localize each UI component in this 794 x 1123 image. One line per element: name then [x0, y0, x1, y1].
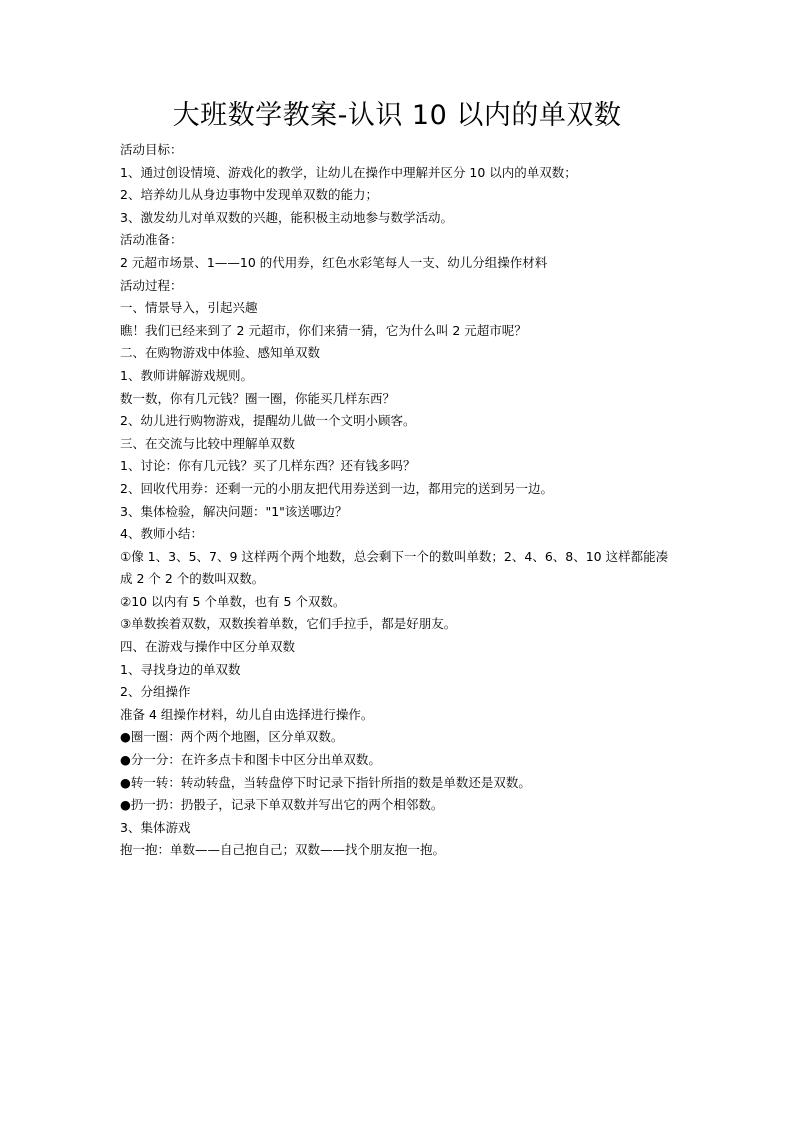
paragraph-line: 1、通过创设情境、游戏化的教学，让幼儿在操作中理解并区分 10 以内的单双数； — [120, 164, 577, 180]
document-title: 大班数学教案-认识 10 以内的单双数 — [172, 100, 622, 131]
document-body — [120, 139, 690, 862]
paragraph-line: 2、回收代用券：还剩一元的小朋友把代用券送到一边，都用完的送到另一边。 — [120, 480, 553, 496]
paragraph-line: 1、寻找身边的单双数 — [120, 661, 241, 677]
subsection-heading: 四、在游戏与操作中区分单双数 — [120, 639, 296, 655]
paragraph-line: 3、集体检验，解决问题："1"该送哪边？ — [120, 503, 348, 519]
paragraph-line: 4、教师小结： — [120, 526, 203, 542]
bullet-item: ●分一分：在许多点卡和图卡中区分出单双数。 — [120, 752, 381, 768]
paragraph-line: 抱一抱：单数——自己抱自己；双数——找个朋友抱一抱。 — [120, 842, 446, 858]
paragraph-line: 数一数，你有几元钱？圈一圈，你能买几样东西？ — [120, 390, 396, 406]
paragraph-line: 2、幼儿进行购物游戏，提醒幼儿做一个文明小顾客。 — [120, 413, 416, 429]
paragraph-line: ③单数挨着双数，双数挨着单数，它们手拉手，都是好朋友。 — [120, 616, 457, 632]
bullet-item: ●转一转：转动转盘，当转盘停下时记录下指针所指的数是单数还是双数。 — [120, 774, 531, 790]
bullet-item: ●圈一圈：两个两个地圈，区分单双数。 — [120, 729, 344, 745]
paragraph-line: 2、分组操作 — [120, 684, 191, 700]
section-heading: 活动目标： — [120, 142, 183, 157]
subsection-heading: 三、在交流与比较中理解单双数 — [120, 435, 296, 451]
paragraph-line: 2、培养幼儿从身边事物中发现单双数的能力； — [120, 187, 378, 203]
paragraph-line: ①像 1、3、5、7、9 这样两个两个地数，总会剩下一个的数叫单数；2、4、6、8、10 这样都能凑成 2 个 2 个的数叫双数。 — [120, 548, 669, 587]
subsection-heading: 一、情景导入，引起兴趣 — [120, 300, 258, 316]
paragraph-line: 2 元超市场景、1——10 的代用券，红色水彩笔每人一支、幼儿分组操作材料 — [120, 254, 548, 270]
paragraph-line: 准备 4 组操作材料，幼儿自由选择进行操作。 — [120, 706, 374, 722]
paragraph-line: 3、激发幼儿对单双数的兴趣，能积极主动地参与数学活动。 — [120, 209, 453, 225]
paragraph-line: ②10 以内有 5 个单数，也有 5 个双数。 — [120, 593, 346, 609]
section-heading: 活动准备： — [120, 232, 183, 248]
paragraph-line: 瞧！我们已经来到了 2 元超市，你们来猜一猜，它为什么叫 2 元超市呢？ — [120, 322, 527, 338]
bullet-item: ●扔一扔：扔骰子，记录下单双数并写出它的两个相邻数。 — [120, 797, 444, 813]
section-heading: 活动过程： — [120, 277, 183, 293]
paragraph-line: 3、集体游戏 — [120, 819, 191, 835]
subsection-heading: 二、在购物游戏中体验、感知单双数 — [120, 345, 321, 361]
paragraph-line: 1、讨论：你有几元钱？买了几样东西？还有钱多吗？ — [120, 458, 416, 474]
paragraph-line: 1、教师讲解游戏规则。 — [120, 367, 253, 383]
